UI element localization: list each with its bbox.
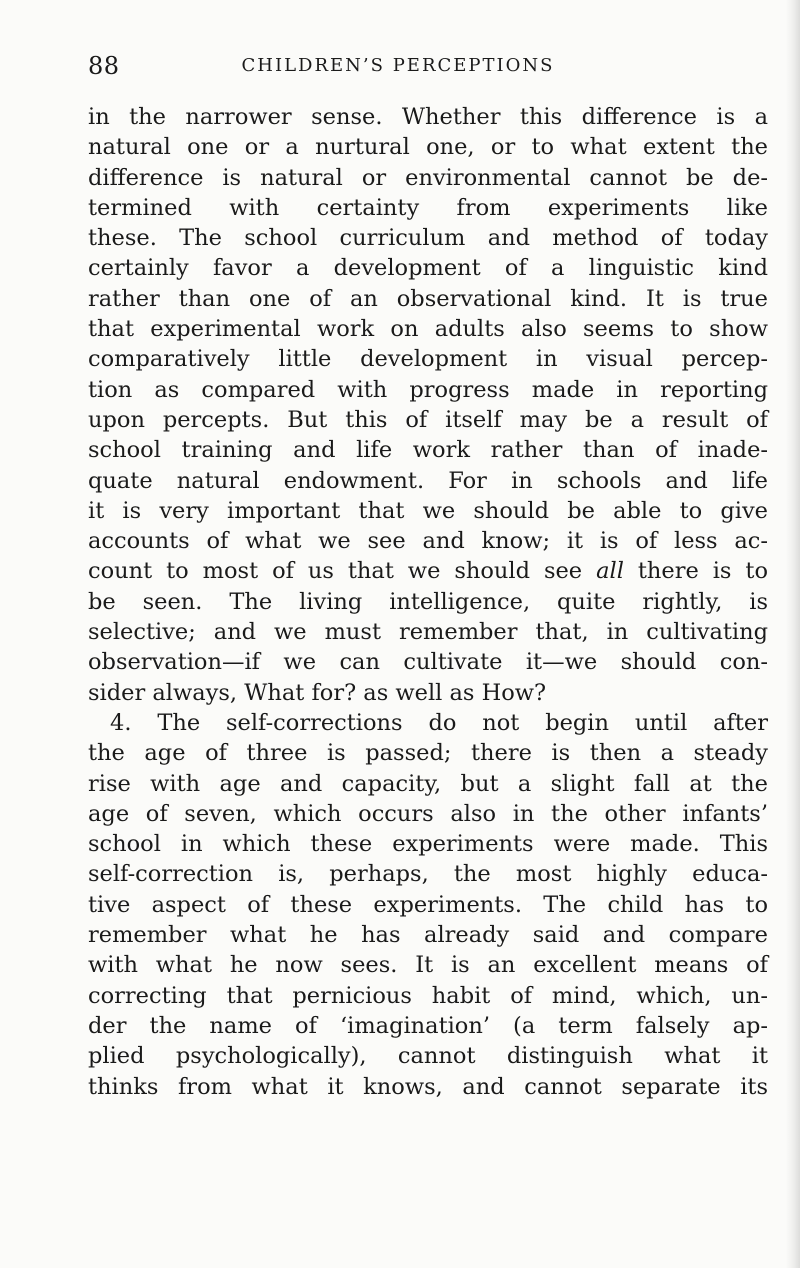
paragraph-start-line: 4. The self-corrections do not begin until after bbox=[110, 709, 768, 736]
text-line: plied psychologically), cannot distinguish what it bbox=[88, 1043, 768, 1070]
text-line: rather than one of an observational kind. It is true bbox=[88, 285, 768, 312]
text-line: observation—if we can cultivate it—we should con- bbox=[88, 649, 768, 676]
text-line: thinks from what it knows, and cannot separate its bbox=[88, 1073, 768, 1100]
text-line: be seen. The living intelligence, quite rightly, is bbox=[88, 588, 768, 615]
emphasis-all: all bbox=[596, 558, 624, 585]
text-line: tion as compared with progress made in reporting bbox=[88, 376, 768, 403]
text-line: it is very important that we should be able to give bbox=[88, 497, 768, 524]
text-line: comparatively little development in visual percep- bbox=[88, 346, 768, 373]
text-line: that experimental work on adults also seems to show bbox=[88, 316, 768, 343]
text-line: remember what he has already said and compare bbox=[88, 922, 768, 949]
text-line: difference is natural or environmental cannot be de- bbox=[88, 164, 768, 191]
text-line: accounts of what we see and know; it is of less ac- bbox=[88, 528, 768, 555]
text-line: natural one or a nurtural one, or to what extent the bbox=[88, 134, 768, 161]
text-line: termined with certainty from experiments like bbox=[88, 194, 768, 221]
text-line: age of seven, which occurs also in the other infants’ bbox=[88, 800, 768, 827]
text-line: tive aspect of these experiments. The child has to bbox=[88, 891, 768, 918]
text-line: correcting that pernicious habit of mind, which, un- bbox=[88, 982, 768, 1009]
text-line: these. The school curriculum and method of today bbox=[88, 225, 768, 252]
page-header bbox=[88, 52, 748, 86]
page-edge-shadow bbox=[786, 0, 800, 1268]
text-line: school in which these experiments were made. This bbox=[88, 831, 768, 858]
text-line: selective; and we must remember that, in cultivating bbox=[88, 619, 768, 646]
text-line: rise with age and capacity, but a slight fall at the bbox=[88, 770, 768, 797]
text-line: the age of three is passed; there is then a steady bbox=[88, 740, 768, 767]
running-title: CHILDREN’S PERCEPTIONS bbox=[241, 55, 555, 76]
body-text bbox=[88, 102, 768, 1102]
line-segment: count to most of us that we should see bbox=[88, 558, 583, 585]
page-number: 88 bbox=[88, 52, 120, 80]
text-line: sider always, What for? as well as How? bbox=[88, 679, 547, 706]
text-line: school training and life work rather than of inade- bbox=[88, 437, 768, 464]
text-line: quate natural endowment. For in schools and life bbox=[88, 467, 768, 494]
text-line: certainly favor a development of a linguistic kind bbox=[88, 255, 768, 282]
text-line: in the narrower sense. Whether this difference is a bbox=[88, 104, 768, 130]
text-line: with what he now sees. It is an excellent means of bbox=[88, 952, 768, 979]
text-line: der the name of ‘imagination’ (a term falsely ap- bbox=[88, 1012, 768, 1039]
text-line: upon percepts. But this of itself may be a result of bbox=[88, 406, 768, 433]
text-line: self-correction is, perhaps, the most highly educa- bbox=[88, 861, 768, 888]
line-segment: there is to bbox=[637, 558, 769, 585]
text-line-with-emphasis bbox=[88, 556, 768, 586]
